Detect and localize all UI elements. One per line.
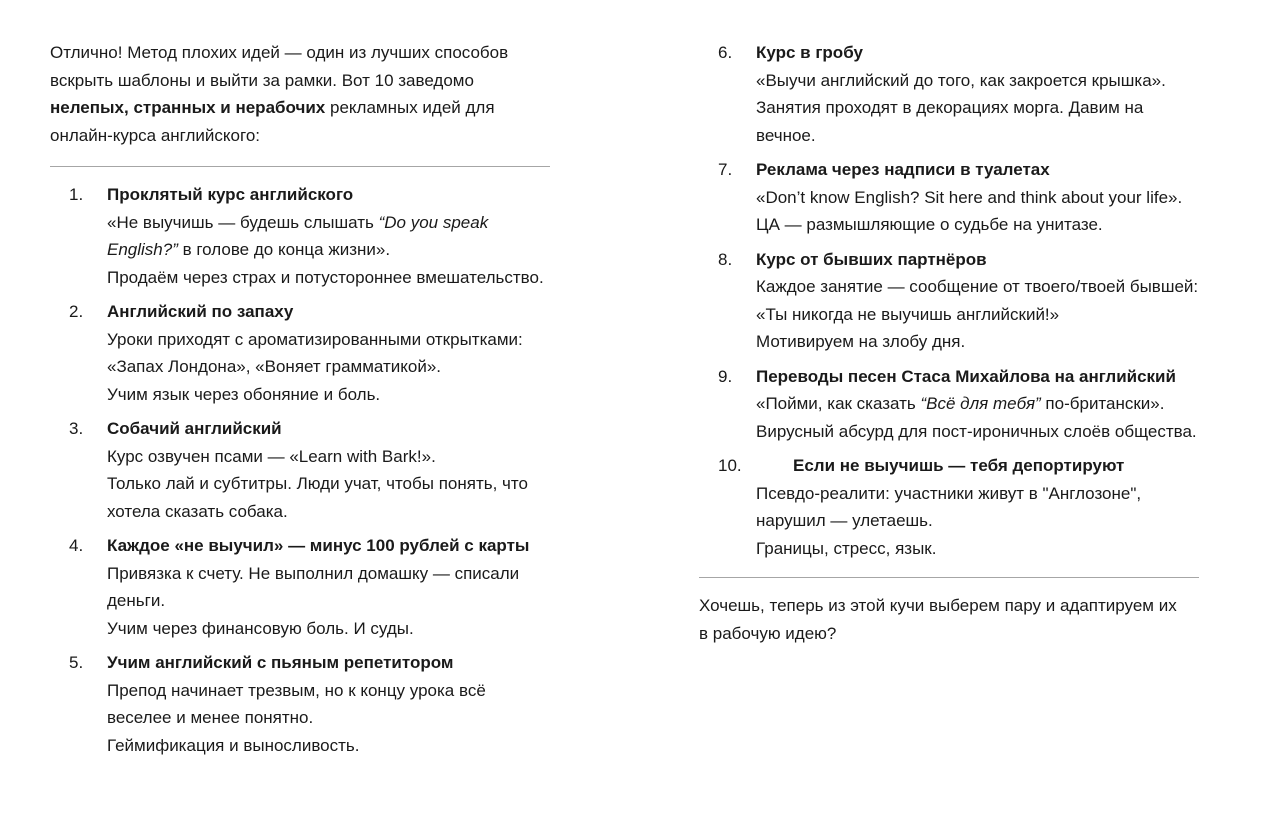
item-line: Продаём через страх и потустороннее вмешательство. <box>107 267 544 287</box>
intro-paragraph <box>50 39 550 149</box>
item-line: Учим через финансовую боль. И суды. <box>107 618 414 638</box>
item-body <box>756 156 1228 239</box>
item-body <box>756 246 1228 356</box>
item-body <box>107 415 569 525</box>
item-number: 9. <box>718 366 733 386</box>
item-line: Только лай и субтитры. Люди учат, чтобы понять, что <box>107 474 528 493</box>
item-text: «Не выучишь — будешь слышать <box>107 212 379 232</box>
list-item <box>718 363 1228 446</box>
item-line: вечное. <box>756 125 816 145</box>
item-number: 5. <box>69 653 84 672</box>
item-body <box>107 298 569 408</box>
item-text: по-британски». <box>1040 394 1165 413</box>
left-column <box>50 39 550 759</box>
item-number: 4. <box>69 536 84 555</box>
item-line <box>107 236 569 264</box>
intro-line: онлайн-курса английского: <box>50 125 261 145</box>
list-item <box>69 298 569 408</box>
item-text: в голове до конца жизни». <box>177 240 391 259</box>
list-item <box>718 246 1228 356</box>
item-body <box>756 452 1228 562</box>
item-number: 2. <box>69 302 84 321</box>
item-line: Вирусный абсурд для пост-ироничных слоёв общества. <box>756 421 1197 441</box>
list-item <box>69 649 569 759</box>
item-line: Занятия проходят в декорациях морга. Давим на <box>756 98 1144 117</box>
item-line: нарушил — улетаешь. <box>756 511 933 530</box>
outro-line: Хочешь, теперь из этой кучи выберем пару и адаптируем их <box>699 596 1177 615</box>
divider <box>50 166 550 167</box>
intro-line: вскрыть шаблоны и выйти за рамки. Вот 10 заведомо <box>50 70 474 90</box>
item-body <box>756 363 1228 446</box>
item-title: Курс в гробу <box>756 43 863 62</box>
item-line: Привязка к счету. Не выполнил домашку — списали <box>107 563 520 583</box>
ideas-list-right <box>699 39 1209 562</box>
outro-paragraph <box>699 592 1209 647</box>
item-line: «Don’t know English? Sit here and think about your life». <box>756 187 1183 207</box>
item-body <box>107 181 569 291</box>
intro-line: Отлично! Метод плохих идей — один из лучших способов <box>50 43 509 62</box>
item-line: Границы, стресс, язык. <box>756 538 937 558</box>
ideas-list-left <box>50 181 550 759</box>
item-italic-text: “Do you speak <box>378 212 489 232</box>
item-line: Уроки приходят с ароматизированными открытками: <box>107 329 523 349</box>
item-line: Геймификация и выносливость. <box>107 735 360 755</box>
item-line <box>107 209 569 237</box>
item-line: Псевдо-реалити: участники живут в "Англозоне", <box>756 483 1142 503</box>
item-title: Проклятый курс английского <box>107 185 354 204</box>
item-line: «Выучи английский до того, как закроется крышка». <box>756 70 1166 90</box>
item-line: ЦА — размышляющие о судьбе на унитазе. <box>756 215 1103 234</box>
item-line <box>756 390 1228 418</box>
item-title: Если не выучишь — тебя депортируют <box>793 456 1125 475</box>
outro-line: в рабочую идею? <box>699 623 837 643</box>
item-italic-text: English?” <box>107 240 178 259</box>
list-item <box>718 156 1228 239</box>
divider <box>699 577 1199 578</box>
item-number: 7. <box>718 160 733 179</box>
list-item <box>718 452 1228 562</box>
intro-bold-phrase: нелепых, странных и нерабочих <box>50 98 326 117</box>
item-body <box>107 649 569 759</box>
item-title: Курс от бывших партнёров <box>756 249 987 269</box>
list-item <box>69 181 569 291</box>
item-line: Каждое занятие — сообщение от твоего/твоей бывшей: <box>756 277 1199 296</box>
item-number: 8. <box>718 249 733 269</box>
item-line: Учим язык через обоняние и боль. <box>107 384 381 404</box>
item-number: 6. <box>718 43 733 62</box>
item-italic-text: “Всё для тебя” <box>920 394 1041 413</box>
item-title: Собачий английский <box>107 419 282 438</box>
item-title: Переводы песен Стаса Михайлова на английский <box>756 366 1176 386</box>
item-title: Каждое «не выучил» — минус 100 рублей с карты <box>107 536 530 555</box>
item-body <box>756 39 1228 149</box>
item-line: Курс озвучен псами — «Learn with Bark!». <box>107 446 436 466</box>
item-line: деньги. <box>107 591 166 610</box>
item-number: 3. <box>69 419 84 438</box>
item-text: «Пойми, как сказать <box>756 394 921 413</box>
item-line: «Ты никогда не выучишь английский!» <box>756 304 1060 324</box>
item-body <box>107 532 569 642</box>
intro-line <box>50 94 550 122</box>
right-column <box>699 39 1209 647</box>
item-line: веселее и менее понятно. <box>107 708 314 727</box>
item-title: Учим английский с пьяным репетитором <box>107 653 454 672</box>
intro-line-rest: рекламных идей для <box>325 98 495 117</box>
list-item <box>718 39 1228 149</box>
item-title: Реклама через надписи в туалетах <box>756 160 1050 179</box>
item-number: 1. <box>69 185 84 204</box>
item-title: Английский по запаху <box>107 302 294 321</box>
item-line: Мотивируем на злобу дня. <box>756 332 966 351</box>
item-number: 10. <box>718 456 742 475</box>
item-line: хотела сказать собака. <box>107 501 288 521</box>
item-line: Препод начинает трезвым, но к концу урока всё <box>107 680 486 700</box>
item-line: «Запах Лондона», «Воняет грамматикой». <box>107 357 442 376</box>
list-item <box>69 532 569 642</box>
list-item <box>69 415 569 525</box>
